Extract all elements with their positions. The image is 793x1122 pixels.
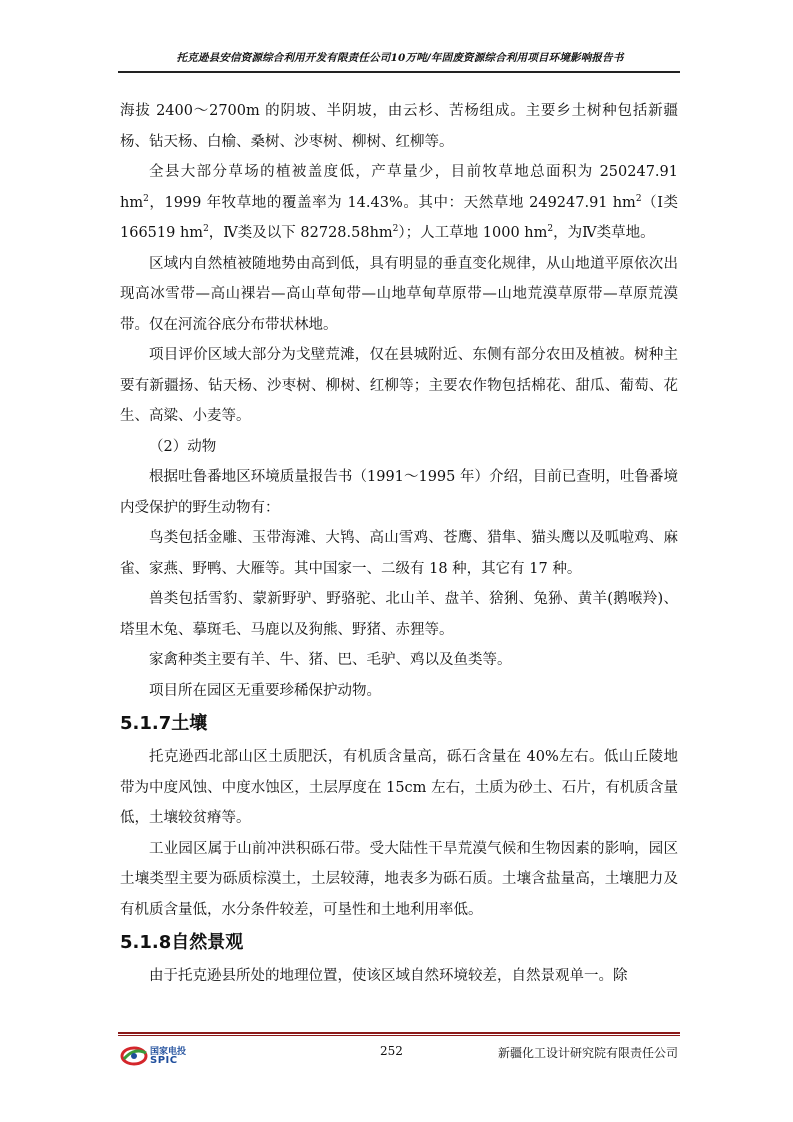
section-heading-soil: 5.1.7土壤 (120, 713, 208, 734)
paragraph-birds: 鸟类包括金雕、玉带海滩、大鸨、高山雪鸡、苍鹰、猎隼、猫头鹰以及呱啦鸡、麻雀、家燕、野鸭、大雁等。其中国家一、二级有 18 种，其它有 17 种。 (120, 530, 678, 577)
paragraph-protected-wildlife: 根据吐鲁番地区环境质量报告书（1991～1995 年）介绍，目前已查明，吐鲁番境内受保护的野生动物有： (120, 469, 678, 516)
subheading-animals: （2）动物 (149, 438, 217, 455)
page-number: 252 (380, 1044, 403, 1058)
paragraph-mammals: 兽类包括雪豹、蒙新野驴、野骆驼、北山羊、盘羊、猞猁、兔狲、黄羊(鹅喉羚)、塔里木兔、摹斑毛、马鹿以及狗熊、野猪、赤狸等。 (120, 591, 678, 638)
spic-logo (120, 1043, 210, 1069)
section-heading-landscape: 5.1.8自然景观 (120, 932, 244, 953)
logo-chinese-text: 国家电投 (150, 1047, 187, 1057)
footer-divider-thin (118, 1035, 680, 1036)
paragraph-soil-northwest: 托克逊西北部山区土质肥沃，有机质含量高，砾石含量在 40%左右。低山丘陵地带为中度风蚀、中度水蚀区，土层厚度在 15cm 左右，土质为砂土、石片，有机质含量低，土壤较贫瘠等。 (120, 749, 678, 826)
paragraph-soil-industrial-park: 工业园区属于山前冲洪积砾石带。受大陆性干旱荒漠气候和生物因素的影响，园区土壤类型主要为砾质棕漠土，土层较薄，地表多为砾石质。土壤含盐量高，土壤肥力及有机质含量低，水分条件较差，可垦性和土地利用率低。 (120, 840, 678, 918)
paragraph-no-rare-animals: 项目所在园区无重要珍稀保护动物。 (149, 682, 381, 699)
paragraph-vegetation-altitude: 海拔 2400～2700m 的阴坡、半阴坡，由云杉、苦杨组成。主要乡土树种包括新疆杨、钻天杨、白榆、桑树、沙枣树、柳树、红柳等。 (120, 103, 678, 150)
document-header: 托克逊县安信资源综合利用开发有限责任公司10万吨/年固废资源综合利用项目环境影响报告书 (176, 52, 624, 64)
page-body (120, 96, 678, 992)
footer-organization: 新疆化工设计研究院有限责任公司 (497, 1046, 678, 1060)
paragraph-vertical-zonation: 区域内自然植被随地势由高到低，具有明显的垂直变化规律，从山地道平原依次出现高冰雪带—高山裸岩—高山草甸带—山地草甸草原带—山地荒漠草原带—草原荒漠带。仅在河流谷底分布带状林地。 (120, 255, 678, 333)
paragraph-landscape: 由于托克逊县所处的地理位置，使该区域自然环境较差，自然景观单一。除 (149, 968, 628, 984)
logo-english-text: SPIC (150, 1055, 178, 1066)
paragraph-poultry: 家禽种类主要有羊、牛、猪、巴、毛驴、鸡以及鱼类等。 (149, 652, 512, 668)
paragraph-grassland: 全县大部分草场的植被盖度低，产草量少，目前牧草地总面积为 250247.91 $hm^2$，1999 年牧草地的覆盖率为 14.43%。其中：天然草地 249247.91 $hm^2(Ⅰ$类 166519 $hm^2$，Ⅳ类及以下 $82728.58hm^2$）；人工草地 1000 $hm^2$，为Ⅳ类草地。 (120, 164, 679, 241)
spic-emblem-icon (120, 1043, 150, 1069)
paragraph-project-area-vegetation: 项目评价区域大部分为戈壁荒滩，仅在县城附近、东侧有部分农田及植被。树种主要有新疆扬、钻天杨、沙枣树、柳树、红柳等；主要农作物包括棉花、甜瓜、葡萄、花生、高粱、小麦等。 (120, 347, 678, 424)
footer-divider (118, 1032, 680, 1034)
header-divider (118, 71, 680, 73)
